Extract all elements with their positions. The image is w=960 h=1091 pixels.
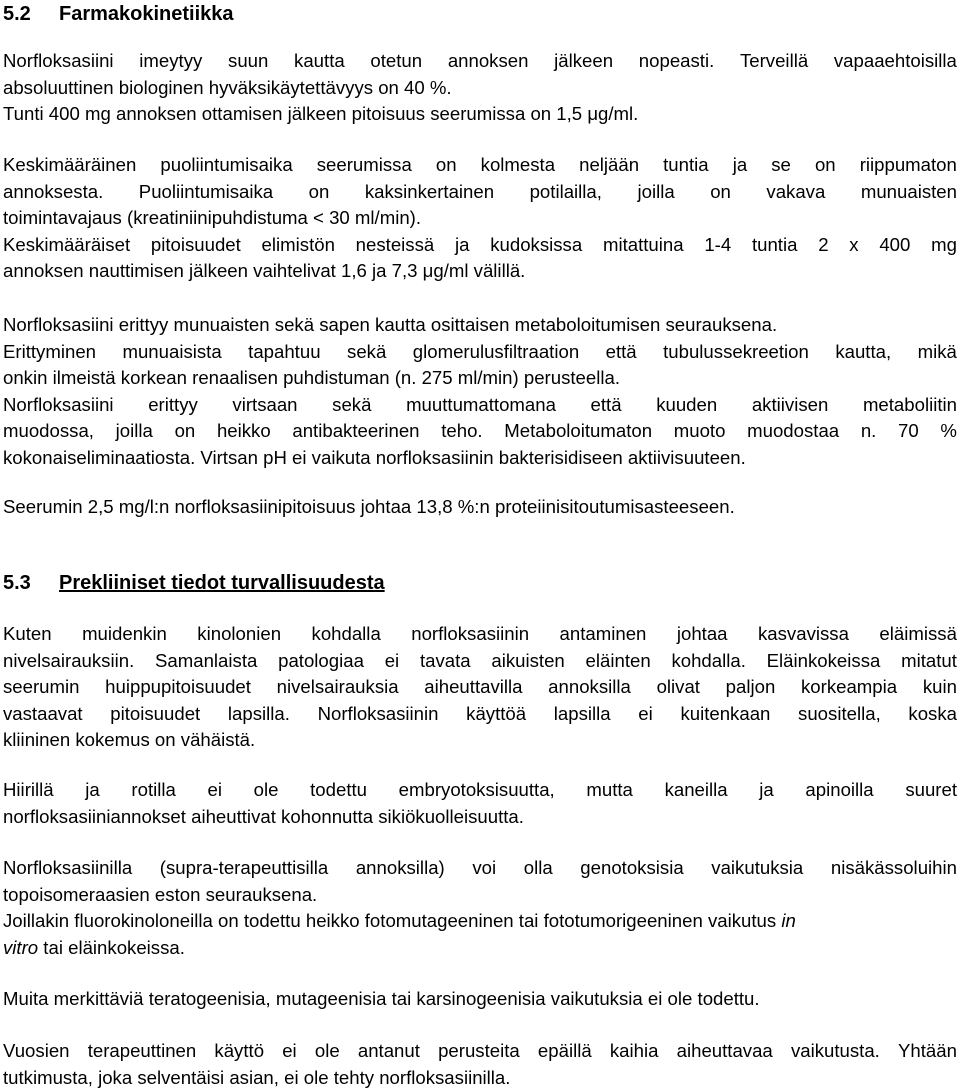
word: 70 bbox=[898, 418, 919, 445]
word: imeytyy bbox=[139, 48, 202, 75]
text-line: onkin ilmeistä korkean renaalisen puhdistuman (n. 275 ml/min) perusteella. bbox=[3, 365, 957, 392]
word: nisäkässoluihin bbox=[831, 855, 957, 882]
word: nopeasti. bbox=[639, 48, 714, 75]
word: käyttöä bbox=[466, 701, 526, 728]
word: annoksen bbox=[448, 48, 529, 75]
text-line: Seerumin 2,5 mg/l:n norfloksasiinipitoisuus johtaa 13,8 %:n proteiinisitoutumisasteeseen. bbox=[3, 494, 957, 521]
word: vaikutusta. bbox=[791, 1038, 880, 1065]
word: 400 bbox=[879, 232, 910, 259]
text-line: norfloksasiiniannokset aiheuttivat kohonnutta sikiökuolleisuutta. bbox=[3, 804, 957, 831]
word: nivelsairauksiin. bbox=[3, 648, 134, 675]
word: tuntia bbox=[663, 152, 709, 179]
word: sekä bbox=[347, 339, 386, 366]
word: munuaisista bbox=[122, 339, 221, 366]
word: Yhtään bbox=[898, 1038, 957, 1065]
italic-term: vitro bbox=[3, 937, 38, 958]
word: ole bbox=[254, 777, 279, 804]
word: kohdalla. bbox=[671, 648, 745, 675]
text-line: topoisomeraasien eston seurauksena. bbox=[3, 882, 957, 909]
word: Norfloksasiini bbox=[3, 392, 114, 419]
word: muidenkin bbox=[82, 621, 167, 648]
word: virtsaan bbox=[232, 392, 297, 419]
paragraph-teratogenicity bbox=[3, 986, 957, 1013]
section-number: 5.2 bbox=[3, 2, 59, 26]
word: paljon bbox=[726, 674, 776, 701]
word: tavata bbox=[420, 648, 471, 675]
paragraph-embryotoxicity bbox=[3, 777, 957, 830]
word: lapsilla bbox=[554, 701, 611, 728]
word: otetun bbox=[370, 48, 422, 75]
word: on bbox=[175, 418, 196, 445]
word: % bbox=[940, 418, 957, 445]
word: muodostaa bbox=[747, 418, 839, 445]
word: joilla bbox=[116, 418, 153, 445]
word: muuttumattomana bbox=[406, 392, 556, 419]
word: todettu bbox=[310, 777, 367, 804]
word: kautta, bbox=[835, 339, 891, 366]
text-line: absoluuttinen biologinen hyväksikäytettävyys on 40 %. bbox=[3, 75, 957, 102]
word: ja bbox=[759, 777, 773, 804]
text-line bbox=[3, 674, 957, 701]
word: kautta bbox=[294, 48, 345, 75]
word: kuin bbox=[923, 674, 957, 701]
word: Erittyminen bbox=[3, 339, 96, 366]
text-line bbox=[3, 392, 957, 419]
word: teho. bbox=[441, 418, 482, 445]
text-line bbox=[3, 621, 957, 648]
word: Samanlaista bbox=[155, 648, 257, 675]
section-heading-5-3 bbox=[3, 571, 957, 595]
word: Norfloksasiinin bbox=[318, 701, 439, 728]
text-segment: Joillakin fluorokinoloneilla on todettu heikko fotomutageeninen tai fototumorigeeninen vaikutus bbox=[3, 910, 776, 931]
word: on bbox=[436, 152, 457, 179]
word: joilla bbox=[637, 179, 674, 206]
word: antaminen bbox=[560, 621, 647, 648]
word: on bbox=[710, 179, 731, 206]
word: Norfloksasiinilla bbox=[3, 855, 132, 882]
word: kasvavissa bbox=[758, 621, 849, 648]
word: koska bbox=[908, 701, 957, 728]
word: metaboliitin bbox=[863, 392, 957, 419]
word: eläimissä bbox=[879, 621, 957, 648]
word: patologiaa bbox=[278, 648, 364, 675]
text-line: Norfloksasiini erittyy munuaisten sekä sapen kautta osittaisen metaboloitumisen seurauksena. bbox=[3, 312, 957, 339]
italic-term: in bbox=[781, 910, 795, 931]
word: kohdalla bbox=[312, 621, 381, 648]
word: kaneilla bbox=[665, 777, 728, 804]
word: kaihia bbox=[610, 1038, 659, 1065]
word: annoksesta. bbox=[3, 179, 103, 206]
word: ei bbox=[638, 701, 652, 728]
word: suositella, bbox=[798, 701, 881, 728]
word: aikuisten bbox=[491, 648, 564, 675]
section-title: Farmakokinetiikka bbox=[59, 3, 234, 25]
paragraph-joint-disease bbox=[3, 621, 957, 754]
word: rotilla bbox=[131, 777, 175, 804]
text-line bbox=[3, 855, 957, 882]
word: mikä bbox=[918, 339, 957, 366]
word: heikko bbox=[217, 418, 271, 445]
word: korkeampia bbox=[801, 674, 897, 701]
word: huippupitoisuudet bbox=[105, 674, 251, 701]
word: mg bbox=[931, 232, 957, 259]
word: glomerulusfiltraation bbox=[413, 339, 579, 366]
word: norfloksasiinin bbox=[411, 621, 529, 648]
text-line-with-italic bbox=[3, 935, 957, 962]
word: elimistön bbox=[262, 232, 335, 259]
word: aiheuttavaa bbox=[677, 1038, 773, 1065]
word: kaksinkertainen bbox=[365, 179, 494, 206]
word: Keskimääräinen bbox=[3, 152, 136, 179]
word: seerumin bbox=[3, 674, 79, 701]
word: riippumaton bbox=[860, 152, 957, 179]
text-line-with-italic bbox=[3, 908, 957, 935]
text-line bbox=[3, 179, 957, 206]
text-line bbox=[3, 48, 957, 75]
text-line bbox=[3, 777, 957, 804]
text-line: Tunti 400 mg annoksen ottamisen jälkeen pitoisuus seerumissa on 1,5 μg/ml. bbox=[3, 101, 957, 128]
section-title: Prekliiniset tiedot turvallisuudesta bbox=[59, 572, 385, 594]
word: sekä bbox=[332, 392, 371, 419]
word: Keskimääräiset bbox=[3, 232, 130, 259]
word: mitattuina bbox=[603, 232, 684, 259]
text-line bbox=[3, 418, 957, 445]
word: 2 bbox=[818, 232, 828, 259]
word: Puoliintumisaika bbox=[139, 179, 273, 206]
word: kolmesta bbox=[481, 152, 555, 179]
text-line: toimintavajaus (kreatiniinipuhdistuma < 30 ml/min). bbox=[3, 205, 957, 232]
word: embryotoksisuutta, bbox=[399, 777, 555, 804]
text-line: tutkimusta, joka selventäisi asian, ei ole tehty norfloksasiinilla. bbox=[3, 1065, 957, 1091]
text-line: Muita merkittäviä teratogeenisia, mutageenisia tai karsinogeenisia vaikutuksia ei ole todettu. bbox=[3, 986, 957, 1013]
paragraph-elimination bbox=[3, 312, 957, 471]
word: se bbox=[771, 152, 791, 179]
word: (supra-terapeuttisilla bbox=[160, 855, 328, 882]
word: vapaaehtoisilla bbox=[834, 48, 957, 75]
word: lapsilla. bbox=[228, 701, 290, 728]
word: että bbox=[591, 392, 622, 419]
word: voi bbox=[472, 855, 496, 882]
word: tuntia bbox=[752, 232, 798, 259]
word: vastaavat bbox=[3, 701, 83, 728]
word: Kuten bbox=[3, 621, 52, 648]
word: pitoisuudet bbox=[151, 232, 241, 259]
word: pitoisuudet bbox=[110, 701, 200, 728]
word: ei bbox=[208, 777, 222, 804]
word: Hiirillä bbox=[3, 777, 54, 804]
word: genotoksisia bbox=[580, 855, 683, 882]
word: johtaa bbox=[677, 621, 728, 648]
word: ole bbox=[315, 1038, 340, 1065]
paragraph-half-life bbox=[3, 152, 957, 285]
word: että bbox=[606, 339, 637, 366]
word: puoliintumisaika bbox=[160, 152, 292, 179]
text-line: kliininen kokemus on vähäistä. bbox=[3, 727, 957, 754]
word: ja bbox=[733, 152, 747, 179]
word: neljään bbox=[579, 152, 639, 179]
word: antanut bbox=[358, 1038, 420, 1065]
section-number: 5.3 bbox=[3, 571, 59, 595]
text-line bbox=[3, 701, 957, 728]
word: ei bbox=[282, 1038, 296, 1065]
word: jälkeen bbox=[554, 48, 613, 75]
word: annoksilla) bbox=[356, 855, 445, 882]
word: n. bbox=[861, 418, 877, 445]
word: olivat bbox=[657, 674, 700, 701]
word: muodossa, bbox=[3, 418, 94, 445]
word: suun bbox=[228, 48, 268, 75]
word: nivelsairauksia bbox=[277, 674, 399, 701]
word: x bbox=[849, 232, 858, 259]
word: vaikutuksia bbox=[711, 855, 803, 882]
word: Norfloksasiini bbox=[3, 48, 114, 75]
word: perusteita bbox=[438, 1038, 520, 1065]
text-line bbox=[3, 1038, 957, 1065]
paragraph-cataract bbox=[3, 1038, 957, 1091]
word: 1-4 bbox=[704, 232, 731, 259]
word: kuitenkaan bbox=[680, 701, 770, 728]
word: vakava bbox=[766, 179, 825, 206]
word: Vuosien bbox=[3, 1038, 70, 1065]
word: kudoksissa bbox=[490, 232, 582, 259]
word: apinoilla bbox=[805, 777, 873, 804]
word: Metaboloitumaton bbox=[504, 418, 652, 445]
word: ja bbox=[455, 232, 469, 259]
word: potilailla, bbox=[530, 179, 602, 206]
word: eläinten bbox=[586, 648, 651, 675]
word: käyttö bbox=[214, 1038, 264, 1065]
word: aiheuttavilla bbox=[424, 674, 522, 701]
word: muoto bbox=[674, 418, 726, 445]
word: epäillä bbox=[538, 1038, 592, 1065]
word: ja bbox=[85, 777, 99, 804]
word: Terveillä bbox=[740, 48, 808, 75]
word: terapeuttinen bbox=[88, 1038, 197, 1065]
word: mutta bbox=[586, 777, 633, 804]
paragraph-protein-binding bbox=[3, 494, 957, 521]
text-segment: tai eläinkokeissa. bbox=[38, 937, 185, 958]
word: kuuden bbox=[656, 392, 717, 419]
word: olla bbox=[524, 855, 553, 882]
word: Eläinkokeissa bbox=[767, 648, 881, 675]
text-line bbox=[3, 339, 957, 366]
section-heading-5-2 bbox=[3, 2, 957, 26]
word: annoksilla bbox=[548, 674, 631, 701]
text-line bbox=[3, 648, 957, 675]
word: kinolonien bbox=[197, 621, 281, 648]
word: ei bbox=[385, 648, 399, 675]
text-line: annoksen nauttimisen jälkeen vaihtelivat 1,6 ja 7,3 μg/ml välillä. bbox=[3, 258, 957, 285]
word: nesteissä bbox=[356, 232, 435, 259]
word: antibakteerinen bbox=[292, 418, 419, 445]
word: tubulussekreetion bbox=[663, 339, 809, 366]
word: suuret bbox=[905, 777, 957, 804]
text-line bbox=[3, 152, 957, 179]
text-line bbox=[3, 232, 957, 259]
word: seerumissa bbox=[317, 152, 412, 179]
word: on bbox=[815, 152, 836, 179]
text-line: kokonaiseliminaatiosta. Virtsan pH ei vaikuta norfloksasiinin bakterisidiseen aktiivisuuteen. bbox=[3, 445, 957, 472]
word: on bbox=[309, 179, 330, 206]
word: aktiivisen bbox=[752, 392, 828, 419]
word: munuaisten bbox=[861, 179, 957, 206]
word: tapahtuu bbox=[248, 339, 320, 366]
word: erittyy bbox=[148, 392, 198, 419]
word: mitatut bbox=[901, 648, 957, 675]
paragraph-genotoxicity bbox=[3, 855, 957, 961]
paragraph-absorption bbox=[3, 48, 957, 128]
